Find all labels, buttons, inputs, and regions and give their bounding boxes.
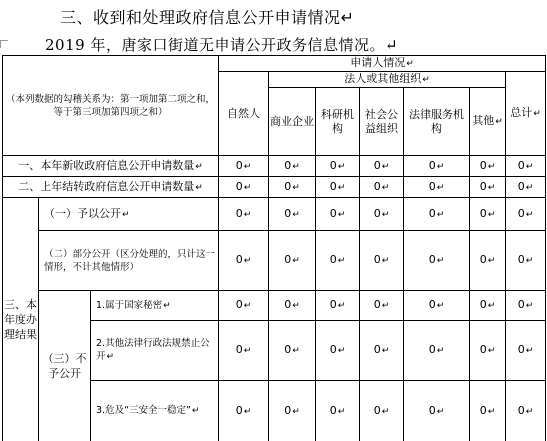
return-mark: ↵ [381,346,390,356]
value-cell [219,156,269,177]
zero-value: 0 [479,158,487,172]
return-mark: ↵ [337,346,346,356]
return-mark: ↵ [337,161,346,172]
return-mark: ↵ [243,161,252,172]
zero-value: 0 [428,253,436,266]
return-mark: ↵ [292,301,300,311]
return-mark: ↵ [292,209,300,220]
value-cell [219,381,269,441]
value-cell [404,177,470,198]
row-new-label: 一、本年新收政府信息公开申请数量 [18,158,195,172]
return-mark: ↵ [436,209,445,220]
zero-value: 0 [517,343,525,356]
intro-text: 2019 年，唐家口街道无申请公开政务信息情况。 [45,36,385,54]
value-cell [404,198,470,231]
return-mark: ↵ [243,182,252,193]
zero-value: 0 [517,206,525,220]
return-mark: ↵ [487,182,496,193]
value-cell [219,198,269,231]
value-cell [269,156,316,177]
value-cell [470,231,506,291]
return-mark: ↵ [122,209,130,220]
return-mark: ↵ [381,209,390,220]
return-mark: ↵ [337,406,346,417]
return-mark: ↵ [337,301,346,311]
col-legal-service [404,88,470,156]
zero-value: 0 [517,298,525,311]
value-cell [506,381,546,441]
return-mark: ↵ [487,346,496,356]
row-sub2-label: 2.其他法律行政法规禁止公开 [96,338,210,362]
value-cell [219,231,269,291]
return-mark: ↵ [292,406,300,417]
row-label [91,381,219,441]
value-cell [360,198,404,231]
return-mark: ↵ [525,256,534,266]
zero-value: 0 [373,206,381,220]
zero-value: 0 [373,298,381,311]
zero-value: 0 [479,403,487,417]
value-cell [506,291,546,321]
return-mark: ↵ [487,161,496,172]
row-disclose-label: （一）予以公开 [44,206,121,220]
col-public-welfare [360,88,404,156]
return-mark: ↵ [292,256,300,266]
col-total [506,72,546,156]
return-mark: ↵ [337,256,346,266]
return-mark: ↵ [381,161,390,172]
zero-value: 0 [329,158,337,172]
zero-value: 0 [479,298,487,311]
legal-org-header [269,72,506,88]
value-cell [360,231,404,291]
col-natural-person-label: 自然人 [227,106,260,120]
row-disclosed [3,198,546,231]
return-mark: ↵ [487,256,496,266]
return-mark: ↵ [243,346,252,356]
return-mark: ↵ [436,161,445,172]
zero-value: 0 [373,343,381,356]
value-cell [404,156,470,177]
value-cell [316,156,360,177]
zero-value: 0 [517,403,525,417]
col-natural-person [219,72,269,156]
zero-value: 0 [517,179,525,193]
zero-value: 0 [284,253,292,266]
value-cell [404,321,470,381]
zero-value: 0 [284,403,292,417]
nondisclose-label [39,291,91,441]
value-cell [316,291,360,321]
nondisclose-label-text: （三）不予公开 [42,352,87,380]
zero-value: 0 [284,343,292,356]
row-label [3,156,219,177]
col-legal-service-label: 法律服务机构 [409,107,464,135]
col-commercial-label: 商业企业 [270,114,314,128]
zero-value: 0 [284,158,292,172]
zero-value: 0 [373,158,381,172]
return-mark: ↵ [243,209,252,220]
col-other-label: 其他 [472,114,495,127]
value-cell [360,291,404,321]
row-new-applications [3,156,546,177]
value-cell [470,381,506,441]
zero-value: 0 [284,298,292,311]
row-carried-over [3,177,546,198]
zero-value: 0 [428,403,436,417]
zero-value: 0 [428,158,436,172]
return-mark: ↵ [436,301,445,311]
return-mark: ↵ [436,256,445,266]
value-cell [470,321,506,381]
return-mark: ↵ [292,161,300,172]
section-heading [60,5,354,28]
zero-value: 0 [284,179,292,193]
zero-value: 0 [329,298,337,311]
row-label [39,231,219,291]
zero-value: 0 [329,343,337,356]
return-mark: ↵ [487,406,496,417]
return-mark: ↵ [384,36,399,54]
return-mark: ↵ [525,161,534,172]
value-cell [269,177,316,198]
return-mark: ↵ [422,75,430,85]
value-cell [269,231,316,291]
zero-value: 0 [329,206,337,220]
value-cell [470,291,506,321]
zero-value: 0 [329,403,337,417]
value-cell [219,321,269,381]
value-cell [506,198,546,231]
zero-value: 0 [479,179,487,193]
zero-value: 0 [428,206,436,220]
return-mark: ↵ [163,300,171,311]
zero-value: 0 [284,206,292,220]
value-cell [316,381,360,441]
zero-value: 0 [329,253,337,266]
col-total-label: 总计 [510,106,533,119]
value-cell [219,291,269,321]
return-mark: ↵ [525,301,534,311]
zero-value: 0 [428,179,436,193]
value-cell [316,198,360,231]
value-cell [506,231,546,291]
value-cell [360,156,404,177]
return-mark: ↵ [337,182,346,193]
zero-value: 0 [235,298,243,311]
legal-org-header-text: 法人或其他组织 [344,72,422,85]
applicant-header-text: 申请人情况 [350,56,406,69]
value-cell [506,177,546,198]
col-research [316,88,360,156]
row-partial-label: （二）部分公开（区分处理的，只计这一情形，不计其他情形） [44,248,216,273]
return-mark: ↵ [195,161,203,172]
return-mark: ↵ [243,301,252,311]
value-cell [269,321,316,381]
section-heading-text: 三、收到和处理政府信息公开申请情况 [60,8,341,27]
zero-value: 0 [517,253,525,266]
value-cell [316,321,360,381]
zero-value: 0 [235,403,243,417]
row-label [3,177,219,198]
zero-value: 0 [517,158,525,172]
value-cell [360,177,404,198]
row-state-secret [3,291,546,321]
value-cell [506,156,546,177]
return-mark: ↵ [406,59,414,69]
value-cell [404,291,470,321]
application-stats-table [2,55,546,441]
return-mark: ↵ [292,182,300,193]
zero-value: 0 [235,253,243,266]
zero-value: 0 [428,298,436,311]
row-sub3-label: 3.危及“三安全一稳定” [96,405,191,416]
row-carry-label: 二、上年结转政府信息公开申请数量 [18,179,195,193]
return-mark: ↵ [436,346,445,356]
zero-value: 0 [235,179,243,193]
col-research-label: 科研机构 [321,107,354,135]
return-mark: ↵ [195,182,203,193]
value-cell [219,177,269,198]
zero-value: 0 [479,343,487,356]
return-mark: ↵ [525,346,534,356]
table-corner-note [3,56,219,156]
row-label [91,291,219,321]
value-cell [506,321,546,381]
value-cell [404,381,470,441]
return-mark: ↵ [381,406,390,417]
value-cell [269,381,316,441]
section3-label [3,198,39,441]
value-cell [269,291,316,321]
corner-note-text: （本列数据的勾稽关系为：第一项加第二项之和，等于第三项加第四项之和） [5,93,215,118]
return-mark: ↵ [487,301,496,311]
return-mark: ↵ [436,406,445,417]
value-cell [360,381,404,441]
applicant-header [219,56,546,72]
return-mark: ↵ [106,352,115,362]
zero-value: 0 [235,343,243,356]
value-cell [316,231,360,291]
zero-value: 0 [329,179,337,193]
return-mark: ↵ [436,182,445,193]
row-label [91,321,219,381]
return-mark: ↵ [381,301,390,311]
return-mark: ↵ [292,346,300,356]
intro-paragraph [45,34,398,55]
return-mark: ↵ [525,406,534,417]
return-mark: ↵ [340,8,355,27]
return-mark: ↵ [381,182,390,193]
value-cell [360,321,404,381]
col-public-welfare-label: 社会公益组织 [365,107,398,135]
zero-value: 0 [428,343,436,356]
return-mark: ↵ [381,256,390,266]
return-mark: ↵ [495,117,503,127]
zero-value: 0 [373,253,381,266]
return-mark: ↵ [337,209,346,220]
return-mark: ↵ [525,209,534,220]
row-partial [3,231,546,291]
value-cell [470,198,506,231]
row-label [39,198,219,231]
zero-value: 0 [479,253,487,266]
section3-label-text: 三、本年度办理结果 [4,298,37,341]
value-cell [316,177,360,198]
return-mark: ↵ [243,406,252,417]
return-mark: ↵ [191,406,200,416]
value-cell [269,198,316,231]
value-cell [470,156,506,177]
col-commercial [269,88,316,156]
zero-value: 0 [373,403,381,417]
return-mark: ↵ [525,182,534,193]
zero-value: 0 [479,206,487,220]
return-mark: ↵ [243,256,252,266]
value-cell [404,231,470,291]
zero-value: 0 [235,158,243,172]
return-mark: ↵ [533,109,541,119]
row-sub1-label: 1.属于国家秘密 [96,299,163,311]
zero-value: 0 [373,179,381,193]
value-cell [470,177,506,198]
col-other [470,88,506,156]
page-corner-mark [0,40,8,48]
return-mark: ↵ [487,209,496,220]
zero-value: 0 [235,206,243,220]
